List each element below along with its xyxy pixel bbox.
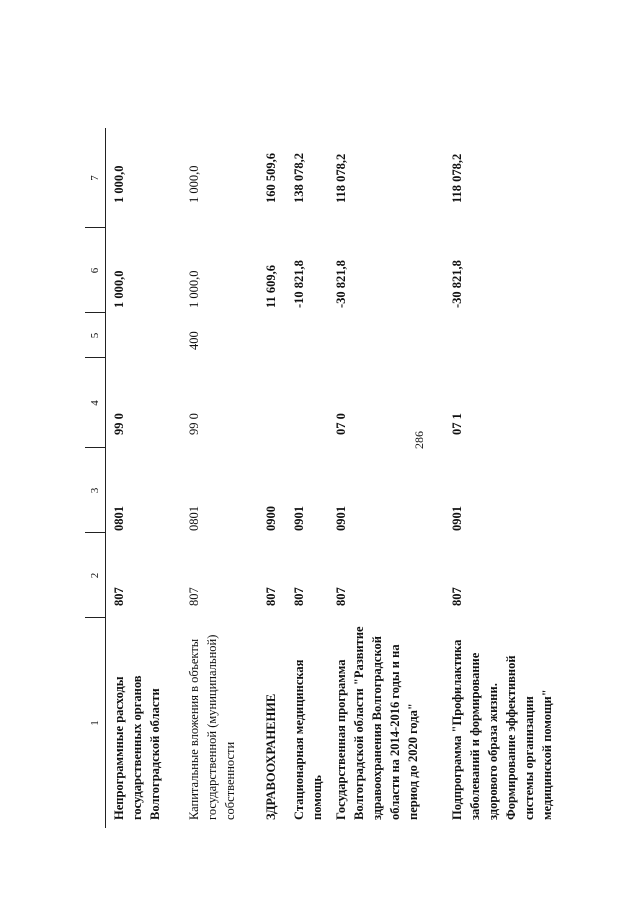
row-total: 118 078,2 <box>450 153 464 203</box>
row-total: 1 000,0 <box>112 165 126 203</box>
row-ved: 807 <box>334 587 348 606</box>
header-col-4: 4 <box>89 400 101 406</box>
header-rule <box>105 128 106 828</box>
header-col-7: 7 <box>89 175 101 181</box>
row-change: 1 000,0 <box>187 270 201 308</box>
row-razdel: 0801 <box>187 506 201 531</box>
row-csr: 07 0 <box>334 413 348 435</box>
row-name-state-program: Государственная программа Волгоградской области "Развитие здравоохранения Волгоградской области на 2014-2016 годы и на период до 2020 года" <box>334 626 420 820</box>
row-change: -10 821,8 <box>292 260 306 308</box>
row-razdel: 0901 <box>292 506 306 531</box>
row-razdel: 0801 <box>112 506 126 531</box>
row-ved: 807 <box>264 587 278 606</box>
row-change: -30 821,8 <box>450 260 464 308</box>
row-ved: 807 <box>112 587 126 606</box>
row-razdel: 0901 <box>334 506 348 531</box>
header-col-5: 5 <box>89 332 101 339</box>
row-change: 1 000,0 <box>112 270 126 308</box>
row-csr: 99 0 <box>187 413 201 435</box>
row-name-healthcare: ЗДРАВООХРАНЕНИЕ <box>264 693 278 820</box>
row-name-inpatient-care: Стационарная медицинская помощь <box>292 659 324 820</box>
row-csr: 99 0 <box>112 413 126 435</box>
header-col-6: 6 <box>89 267 101 274</box>
header-col-3: 3 <box>89 487 101 494</box>
row-name-nonprogram: Непрограммные расходы государственных органов Волгоградской области <box>112 675 162 820</box>
row-razdel: 0900 <box>264 506 278 531</box>
page-number: 286 <box>412 431 426 449</box>
row-razdel: 0901 <box>450 506 464 531</box>
row-name-capital-investments: Капитальные вложения в объекты государственной (муниципальной) собственности <box>187 634 237 820</box>
row-csr: 07 1 <box>450 413 464 435</box>
row-name-subprogram: Подпрограмма "Профилактика заболеваний и формирование здорового образа жизни. Формирование эффективной системы организации медицинской помощи" <box>450 639 554 820</box>
row-ved: 807 <box>187 587 201 606</box>
row-total: 138 078,2 <box>292 153 306 203</box>
row-total: 118 078,2 <box>334 153 348 203</box>
header-col-1: 1 <box>89 720 101 726</box>
row-change: -30 821,8 <box>334 260 348 308</box>
row-total: 1 000,0 <box>187 165 201 203</box>
row-total: 160 509,6 <box>264 153 278 203</box>
row-change: 11 609,6 <box>264 264 278 308</box>
budget-table <box>85 128 557 828</box>
row-ved: 807 <box>292 587 306 606</box>
header-col-2: 2 <box>89 572 101 579</box>
row-vr: 400 <box>187 331 201 350</box>
row-ved: 807 <box>450 587 464 606</box>
